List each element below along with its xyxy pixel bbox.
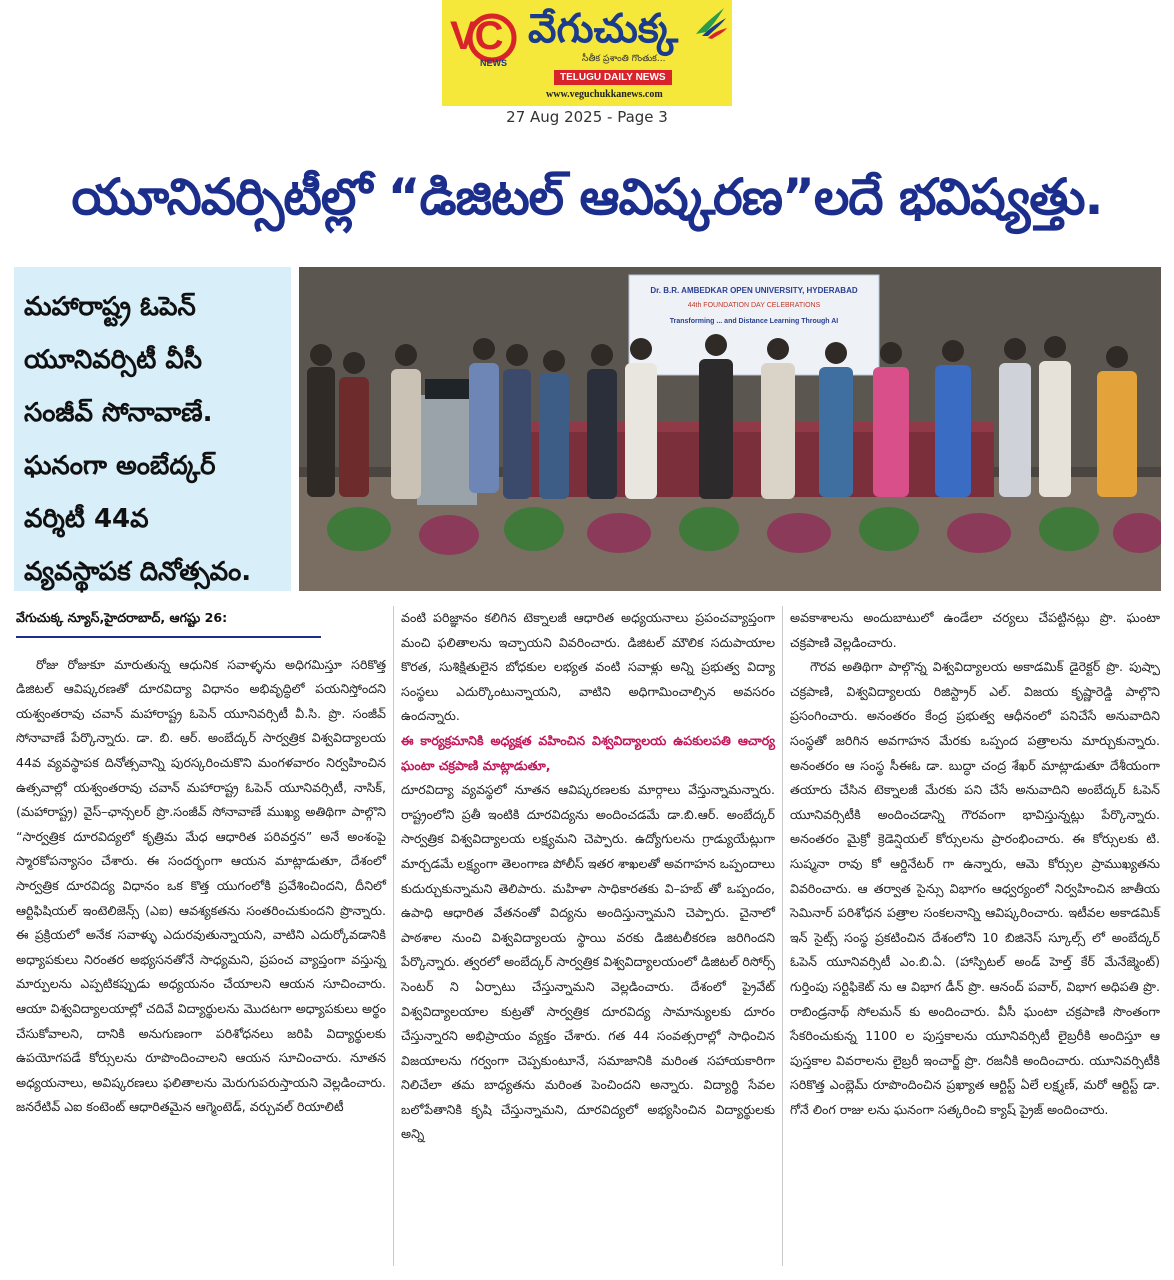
highlight-box (14, 267, 291, 591)
vc-logo-text: VC (450, 14, 502, 58)
banner-title: Dr. B.R. AMBEDKAR OPEN UNIVERSITY, HYDERABAD (650, 286, 858, 295)
telugu-daily-badge: TELUGU DAILY NEWS (554, 70, 672, 85)
highlight-line: ఘనంగా అంబేద్కర్ (24, 451, 216, 481)
vc-logo-mark (450, 12, 520, 66)
masthead-logo (442, 0, 732, 106)
article-paragraph: అవకాశాలను అందుబాటులో ఉండేలా చర్యలు చేపట్టినట్లు ప్రొ. ఘంటా చక్రపాణి వెల్లడించారు. (790, 610, 1160, 650)
article-paragraph: గౌరవ అతిథిగా పాల్గొన్న విశ్వవిద్యాలయ అకాడమిక్ డైరెక్టర్ ప్రొ. పుష్పా చక్రపాణి, విశ్వవిద్యాలయ రిజిస్ట్రార్ ఎల్. విజయ కృష్ణారెడ్డి పాల్గొని ప్రసంగించారు. అనంతరం కేంద్ర ప్రభుత్వ ఆధీనంలో పనిచేసే అనువాదిని సంస్థతో జరిగిన అవగాహన మేరకు ఒప్పంద పత్రాలను మార్చుకున్నారు. అనంతరం ఆ సంస్థ సీఈఓ డా. బుద్ధా చంద్ర శేఖర్ మాట్లాడుతూ దేశీయంగా తయారు చేసిన టెక్నాలజీ మేరకు పని చేసే అనువాదిని అంబేద్కర్ ఓపెన్ యూనివర్సిటీకి అందించడాన్ని గౌరవంగా భావిస్తున్నట్లు పేర్కొన్నారు. అనంతరం మైక్రో క్రెడెన్షియల్ కోర్సులను ప్రారంభించారు. ఈ కోర్సులకు టి. సుష్మనా రావు కో ఆర్డినేటర్ గా ఉన్నారు, ఆమె కోర్సుల ప్రాముఖ్యతను వివరించారు. ఆ తర్వాత సైన్సు విభాగం ఆధ్వర్యంలో నిర్వహించిన జాతీయ సెమినార్ పరిశోధన పత్రాల సంకలనాన్ని ఆవిష్కరించారు. ఇటీవల అకాడమిక్ ఇన్ సైట్స్ సంస్థ ప్రకటించిన దేశంలోని 10 బిజినెస్ స్కూల్స్ లో అంబేద్కర్ ఓపెన్ యూనివర్సిటీ ఎం.బి.ఏ. (హాస్పిటల్ అండ్ హెల్త్ కేర్ మేనేజ్మెంట్) గుర్తింపు సర్టిఫికెట్ ను ఆ విభాగ డీన్ ప్రొ. ఆనంద్ పవార్, విభాగ అధిపతి ప్రొ. రాబిండ్రనాథ్ సోలమన్ కు అందించారు. వీసీ ఘంటా చక్రపాణి సొంతంగా సేకరించుకున్న 1100 ల పుస్తకాలను యూనివర్సిటీ లైబ్రరీకి అందిస్తూ ఆ పుస్తకాల వివరాలను లైబ్రరీ ఇంచార్జ్ ప్రొ. రజనీకి అందించారు. యూనివర్సిటీకి సరికొత్త ఎంబ్లెమ్ రూపొందించిన ప్రఖ్యాత ఆర్టిస్ట్ ఏలే లక్ష్మణ్, మరో ఆర్టిస్ట్ డా. గోనే లింగ రాజు లను ఘనంగా సత్కరించి క్యాష్ ప్రైజ్ అందించారు. (790, 659, 1160, 1117)
vc-news-tag: NEWS (480, 58, 507, 68)
highlight-line: వ్యవస్థాపక దినోత్సవం. (24, 557, 252, 587)
website-url: www.veguchukkanews.com (546, 89, 663, 100)
article-column-1 (16, 606, 386, 1120)
banner-subtitle: 44th FOUNDATION DAY CELEBRATIONS (687, 302, 821, 309)
bird-icon (694, 4, 728, 40)
article-column-3 (790, 606, 1160, 1122)
article-paragraph: వంటి పరిజ్ఞానం కలిగిన టెక్నాలజీ ఆధారిత అధ్యయనాలు ప్రపంచవ్యాప్తంగా మంచి ఫలితాలను ఇచ్చాయని వివరించారు. డిజిటల్ మౌలిక సదుపాయాల కొరత, సుశిక్షితులైన బోధకుల లభ్యత వంటి సవాళ్లు అన్ని ప్రభుత్వ విద్యా సంస్థలు ఎదుర్కొంటున్నాయని, వాటిని అధిగామించాల్సిన అవసరం ఉందన్నారు. (401, 610, 775, 724)
column-divider (782, 606, 783, 1266)
page-headline: యూనివర్సిటీల్లో “డిజిటల్ ఆవిష్కరణ”లదే భవిష్యత్తు. (71, 168, 1103, 226)
article-paragraph: రోజు రోజుకూ మారుతున్న ఆధునిక సవాళ్ళను అధిగమిస్తూ సరికొత్త డిజిటల్ ఆవిష్కరణతో దూరవిద్యా విధానం అభివృద్ధిలో పయనిస్తోందని యశ్వంతరావు చవాన్ మహారాష్ట్ర ఓపెన్ యూనివర్సిటీ వీ.సి. ప్రొ. సంజీవ్ సోనావాణే పేర్కొన్నారు. డా. బి. ఆర్. అంబేద్కర్ సార్వత్రిక విశ్వవిద్యాలయ 44వ వ్యవస్థాపక దినోత్సవాన్ని పురస్కరించుకొని మంగళవారం నిర్వహించిన ఉత్సవాల్లో యశ్వంతరావు చవాన్ మహారాష్ట్ర ఓపెన్ యూనివర్సిటీ, నాసిక్, (మహారాష్ట్ర) వైస్–ఛాన్సలర్ ప్రొ.సంజీవ్ సోనావాణే ముఖ్య అతిథిగా పాల్గొని “సార్వత్రిక దూరవిద్యలో కృత్రిమ మేధ ఆధారిత పరివర్తన” అనే అంశంపై స్మారకోపన్యాసం చేశారు. ఈ సందర్భంగా ఆయన మాట్లాడుతూ, దేశంలో సార్వత్రిక దూరవిద్య విధానం ఒక కొత్త యుగంలోకి ప్రవేశించిందని, దీనిలో ఆర్టిఫిషియల్ ఇంటెలిజెన్స్ (ఎఐ) ఆవశ్యకతను సంతరించుకుందని ప్రొన్నారు. ఈ ప్రక్రియలో అనేక సవాళ్ళు ఎదురవుతున్నాయని, వాటిని ఎదుర్కోవడానికి అధ్యాపకులు నిరంతర అభ్యసనతోనే సాధ్యమని, ప్రపంచ వ్యాప్తంగా వస్తున్న మార్పులను ఎప్పటికప్పుడు అధ్యయనం చేయాలని ఆయన సూచించారు. ఆయా విశ్వవిద్యాలయాల్లో చదివే విద్యార్థులను మొదటగా అధ్యాపకులు అర్థం చేసుకోవాలని, దానికి అనుగుణంగా పరిశోధనలు జరిపి విద్యార్థులకు ఉపయోగపడే కోర్సులను రూపొందించాలని ఆయన సూచించారు. నూతన అధ్యయనాలు, అవిష్కరణలు ఫలితాలను మెరుగుపరుస్తాయని వెల్లడించారు. జనరేటివ్ ఎఐ కంటెంట్ ఆధారితమైన ఆగ్మెంటెడ్, వర్చువల్ రియాలిటీ (16, 656, 386, 1115)
highlight-line: మహారాష్ట్ర ఓపెన్ (24, 292, 196, 322)
banner-theme: Transforming ... and Distance Learning Through AI (669, 318, 839, 325)
brand-name: వేగుచుక్క (528, 6, 679, 52)
highlight-line: సంజీవ్ సోనావాణే. (24, 398, 213, 428)
highlight-line: వర్శిటీ 44వ (24, 504, 149, 534)
article-column-2 (401, 606, 775, 1147)
article-callout: ఈ కార్యక్రమానికి అధ్యక్షత వహించిన విశ్వవిద్యాలయ ఉపకులపతి ఆచార్య ఘంటా చక్రపాణి మాట్లాడుతూ, (401, 732, 775, 773)
event-photo (299, 267, 1161, 591)
highlight-line: యూనివర్సిటీ వీసీ (24, 345, 203, 375)
dateline-rule (16, 636, 321, 638)
masthead-tagline: సీతీక ప్రశాంతి గొంతుక... (582, 54, 666, 64)
event-photo-illustration (299, 267, 1161, 591)
article-dateline: వేగుచుక్క న్యూస్,హైదరాబాద్, ఆగష్టు 26: (16, 610, 228, 625)
article-paragraph: దూరవిద్యా వ్యవస్థలో నూతన ఆవిష్కరణలకు మార్గాలు వేస్తున్నామన్నారు. రాష్ట్రంలోని ప్రతీ ఇంటికి దూరవిద్యను అందించడమే డా.బి.ఆర్. అంబేద్కర్ సార్వత్రిక విశ్వవిద్యాలయ లక్ష్యమని చెప్పారు. ఉద్యోగులను గ్రాడ్యుయేట్లుగా మార్చడమే లక్ష్యంగా తెలంగాణ పోలీస్ ఇతర శాఖలతో అవగాహన ఒప్పందాలు కుదుర్చుకున్నామని తెలిపారు. మహిళా సాధికారతకు వి–హబ్ తో ఒప్పందం, ఉపాధి ఆధారిత వేతనంతో విద్యను అందిస్తున్నామని చెప్పారు. చైనాలో పాఠశాల నుంచి విశ్వవిద్యాలయ స్థాయి వరకు డిజిటలీకరణ జరిగిందని పేర్కొన్నారు. త్వరలో అంబేద్కర్ సార్వత్రిక విశ్వవిద్యాలయంలో డిజిటల్ రిసోర్స్ సెంటర్ ని ఏర్పాటు చేస్తున్నామని వెల్లడించారు. దేశంలో ప్రైవేట్ విశ్వవిద్యాలయాల కుట్రతో సార్వత్రిక దూరవిద్య సామాన్యులకు దూరం చేస్తున్నారని అభిప్రాయం వ్యక్తం చేశారు. గత 44 సంవత్సరాల్లో సాధించిన విజయాలను గర్వంగా చెప్పకుంటూనే, సమాజానికి మరింత సహాయకారిగా నిలిచేలా తమ బాధ్యతను మరింత పెంచిందని అన్నారు. విద్యార్థి సేవల బలోపేతానికి కృషి చేస్తున్నామని, దూరవిద్యలో అభ్యసించిన విద్యార్థులకు అన్ని (401, 782, 775, 1142)
column-divider (393, 606, 394, 1266)
issue-date: 27 Aug 2025 - Page 3 (506, 108, 668, 126)
